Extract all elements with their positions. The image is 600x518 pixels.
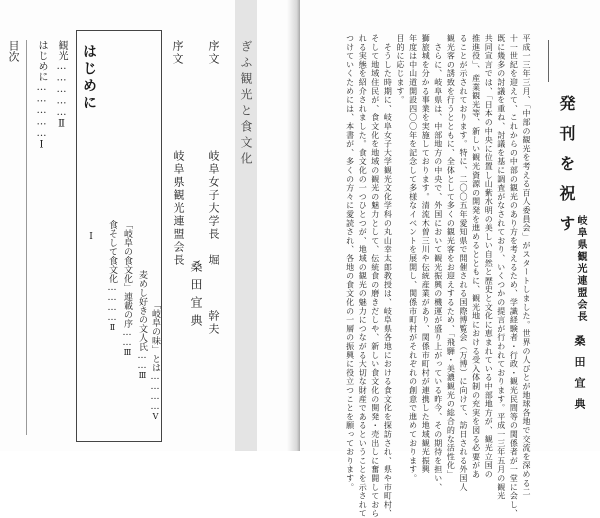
toc-entry-page: Ⅰ [36,139,47,151]
body-column: 既に幾多の討議を重ね、討議を基に調査がなされており、いくつかの提言が行われております。平成一三年五月の観光 [496,34,506,501]
toc-heading: 目次 [7,40,20,62]
toc-entry-dots: …………… [56,61,67,119]
body-column: 観光客の誘致を行うとともに、全体として多くの観光客をお迎えするため、「飛騨・美濃観光の総合的な活性化」 [446,34,456,479]
subentry-dots: ………… [107,283,117,323]
article-author-title: 岐阜県観光連盟会長 [575,215,586,323]
toc-divider [26,40,27,435]
body-column: そして地域住民が、食文化を地域の観光の魅力として、伝統食の磨きだしや、新しい食文化の開発・売出しに奮闘しておら [370,34,380,518]
subentry-page: Ⅴ [151,412,160,421]
toc-entry-page: Ⅱ [56,118,67,130]
body-column: さらに、岐阜県は、中部地方の中央で、外国において観光振興の機運が盛り上がっている昨今、その期待を担い、 [433,34,443,492]
subentry-page: Ⅲ [138,371,147,380]
toc-entry-kanko[interactable] [56,40,66,130]
right-page [300,0,600,518]
section-page-marker: Ⅰ [86,232,96,242]
preface-2-author-name: 桑田宜典 [189,260,203,332]
toc-entry-hajimeni[interactable] [36,40,46,151]
subentry-text: 食そして食文化 [107,220,117,283]
subentry-page: Ⅱ [108,323,117,332]
subentry-1[interactable] [107,220,116,332]
subentry-text: 「岐阜の味」とは [150,300,160,372]
preface-1-author-given: 幹夫 [207,310,220,336]
body-column: 目的に応じます。 [396,34,405,105]
preface-1-author: 岐阜女子大学長 堀 [207,150,220,267]
banner-title: ぎふ観光と食文化 [239,40,253,168]
left-page [0,0,300,451]
body-column: つけていくためには、本書が、多くの方々に愛読され、各地の食文化の一層の振興に役立つことを願っております。 [345,34,355,492]
body-column: そうした時期に、岐阜女子大学観光文化学科の丸山幸太郎教授は、岐阜県各地における食文化を探訪され、県や市町村、 [383,34,393,518]
body-column: 平成一三年三月、「中部の観光を考える百人委員会」がスタートしました。世界の人びとが地球各地で交流を深める二 [522,34,531,497]
body-column: 年度は中山道開設四〇〇年を記念して多様なイベントを展開し、関係市町村がそれぞれの創意で進めております。 [408,34,418,483]
body-column: ることが示されております。特に、二〇〇五年愛知県で開催される国際博覧会（万博）に向けて、訪日される外国人 [459,34,468,492]
article-title: 発刊を祝す [557,95,576,245]
subentry-text: 麦めし好きの文人氏 [137,270,147,351]
toc-entry-label: 観光 [56,40,67,61]
body-column: 共同宣言では、「日本の中央に位置し山紫水明の美しい自然と歴史と文化に恵まれている中部地方が、観光立国の [484,34,494,479]
subentry-dots: ………… [150,372,160,412]
preface-2-author-title: 岐阜県観光連盟会長 [172,150,185,267]
section-heading-hajimeni: はじめに [81,44,97,112]
preface-1-label: 序文 [207,40,220,66]
subentry-3[interactable] [137,270,146,380]
toc-entry-label: はじめに [36,40,47,82]
toc-entry-dots: …………… [36,82,47,140]
subentry-dots: …… [122,328,132,348]
article-author-name: 桑田宜典 [573,335,586,419]
subentry-page: Ⅲ [123,348,132,357]
subentry-2[interactable] [122,220,131,357]
subentry-dots: …… [137,351,147,371]
body-column: れる実態を紹介されました。食文化の一つひとつが、地域の観光の魅力につながる大切な財産であるということを示されて [358,34,368,518]
subentry-4[interactable] [150,300,159,421]
subentry-text: 「岐阜の食文化」連載の序 [122,220,132,328]
preface-2-label: 序文 [171,40,184,66]
body-column: 獅旅城を分かる事業を実施しております。清流木曽三川や伝統産業があり、関係市町村が連携した地域観光振興 [421,34,431,474]
title-mark [548,40,549,82]
body-column: 推進役」、産業観光等、新しい観光資源の開発を進めるとともに、観光地における受入体制の充実を図る必要があ [471,34,481,479]
body-column: 十一世紀を迎えて、これからの中部の観光のあり方を考えるため、学識経験者・行政・観光民間等の関係者が一堂に会し、 [509,34,519,518]
